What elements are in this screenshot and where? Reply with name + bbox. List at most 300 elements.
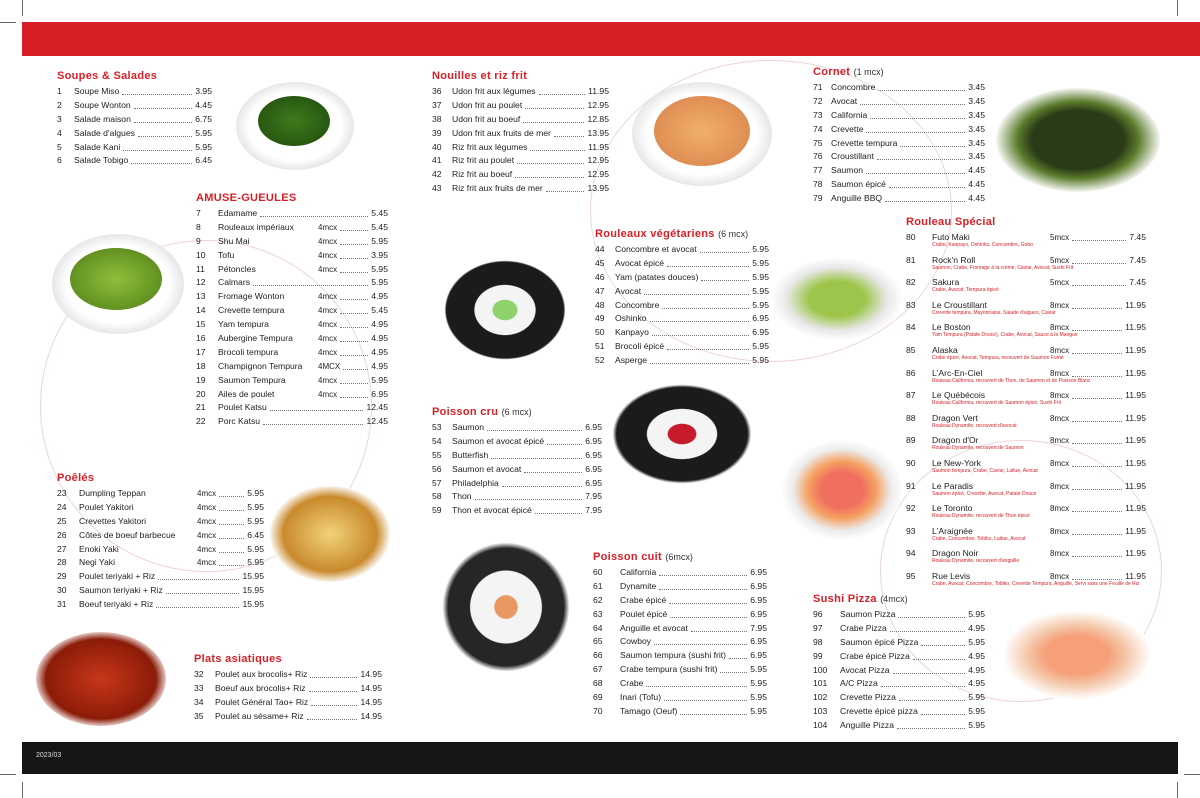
section-soupes-salades xyxy=(57,70,212,168)
item-name: Rouleaux impériaux xyxy=(218,221,294,232)
item-price: 4.95 xyxy=(371,291,388,302)
leader-dots xyxy=(219,510,244,511)
menu-item xyxy=(813,150,985,164)
leader-dots xyxy=(664,700,747,701)
section-rouleaux-vegetariens xyxy=(595,228,769,368)
item-name: Brocoli tempura xyxy=(218,346,279,357)
item-number: 63 xyxy=(593,608,603,619)
section-poeles xyxy=(57,472,264,612)
menu-item xyxy=(196,401,388,415)
item-number: 11 xyxy=(196,263,205,274)
menu-item xyxy=(432,435,602,449)
item-number: 89 xyxy=(906,435,916,446)
leader-dots xyxy=(1072,240,1126,241)
item-description: Rouleau Dynamite, recouvert d'anguille xyxy=(932,558,1020,565)
section-title-text: Soupes & Salades xyxy=(57,70,158,82)
item-number: 88 xyxy=(906,412,916,423)
item-quantity: 4mcx xyxy=(197,516,217,526)
item-number: 75 xyxy=(813,137,823,148)
item-price: 13.95 xyxy=(587,183,609,194)
item-number: 98 xyxy=(813,636,823,647)
item-price: 5.95 xyxy=(968,692,985,703)
menu-item xyxy=(196,304,388,318)
leader-dots xyxy=(524,472,582,473)
item-price: 14.95 xyxy=(360,696,382,707)
item-name: Asperge xyxy=(615,355,648,366)
leader-dots xyxy=(650,363,749,364)
section-title-text: Rouleaux végétariens xyxy=(595,228,715,240)
menu-item xyxy=(906,525,1146,548)
tuna-rolls-photo xyxy=(612,384,752,484)
leader-dots xyxy=(654,644,747,645)
menu-item xyxy=(432,463,602,477)
item-name: Avocat xyxy=(615,285,642,296)
menu-item xyxy=(196,290,388,304)
section-title-portion: (4mcx) xyxy=(880,594,908,604)
item-description: Rouleau California, recouvert de Saumon épicé, Sushi Frit xyxy=(932,400,1061,407)
menu-item xyxy=(432,477,602,491)
item-number: 94 xyxy=(906,548,916,559)
leader-dots xyxy=(491,458,582,459)
menu-item xyxy=(57,154,212,168)
section-title xyxy=(595,228,769,240)
item-number: 74 xyxy=(813,123,823,134)
item-quantity: 5mcx xyxy=(1050,233,1070,242)
item-name: Riz frit aux légumes xyxy=(452,141,528,152)
item-number: 50 xyxy=(595,327,605,338)
section-plats-asiatiques xyxy=(194,653,382,724)
item-price: 12.45 xyxy=(366,402,388,413)
item-price: 11.95 xyxy=(1125,322,1146,333)
item-quantity: 4mcx xyxy=(318,250,338,260)
item-name: Tofu xyxy=(218,249,235,260)
item-price: 5.45 xyxy=(371,221,388,232)
menu-item xyxy=(432,490,602,504)
item-price: 4.95 xyxy=(371,360,388,371)
item-number: 5 xyxy=(57,141,62,152)
section-title-text: Plats asiatiques xyxy=(194,653,282,665)
section-title-text: Poisson cru xyxy=(432,406,499,418)
menu-item xyxy=(813,622,985,636)
item-name: Porc Katsu xyxy=(218,416,261,427)
menu-item xyxy=(595,340,769,354)
menu-item xyxy=(813,705,985,719)
item-name: Crevette tempura xyxy=(831,137,898,148)
item-number: 86 xyxy=(906,367,916,378)
item-name: Avocat épicé xyxy=(615,257,665,268)
item-price: 5.95 xyxy=(752,299,769,310)
menu-item xyxy=(906,231,1146,254)
item-price: 6.45 xyxy=(195,155,212,166)
item-number: 56 xyxy=(432,463,442,474)
leader-dots xyxy=(515,177,584,178)
menu-item xyxy=(593,677,767,691)
item-number: 67 xyxy=(593,664,603,675)
leader-dots xyxy=(131,163,192,164)
item-price: 5.45 xyxy=(371,305,388,316)
menu-item xyxy=(432,504,602,518)
item-name: Alaska xyxy=(932,344,958,355)
item-number: 66 xyxy=(593,650,603,661)
leader-dots xyxy=(253,285,368,286)
item-number: 32 xyxy=(194,669,204,679)
item-price: 15.95 xyxy=(242,599,264,610)
item-number: 10 xyxy=(196,249,206,260)
item-number: 57 xyxy=(432,477,442,488)
leader-dots xyxy=(343,369,368,370)
leader-dots xyxy=(219,524,244,525)
menu-item xyxy=(906,412,1146,435)
menu-item xyxy=(57,556,264,570)
menu-item xyxy=(906,480,1146,503)
item-name: Crabe Pizza xyxy=(840,622,887,633)
menu-item xyxy=(593,566,767,580)
leader-dots xyxy=(701,280,749,281)
leader-dots xyxy=(502,486,582,487)
item-name: Aubergine Tempura xyxy=(218,333,293,344)
item-name: Le Paradis xyxy=(932,480,974,491)
menu-item xyxy=(593,649,767,663)
item-price: 7.45 xyxy=(1129,254,1146,265)
item-price: 3.45 xyxy=(968,95,985,106)
section-title xyxy=(906,216,1146,228)
menu-item xyxy=(813,81,985,95)
item-price: 6.45 xyxy=(247,529,264,540)
item-name: Le New-York xyxy=(932,457,981,468)
item-price: 5.95 xyxy=(752,244,769,254)
leader-dots xyxy=(475,499,582,500)
item-name: Le Croustillant xyxy=(932,299,987,310)
leader-dots xyxy=(138,136,192,137)
item-price: 7.45 xyxy=(1129,232,1146,242)
item-price: 13.95 xyxy=(587,127,609,138)
item-price: 3.45 xyxy=(968,109,985,120)
item-number: 102 xyxy=(813,692,828,703)
menu-item xyxy=(196,263,388,277)
item-number: 7 xyxy=(196,208,201,218)
menu-item xyxy=(906,367,1146,390)
item-number: 28 xyxy=(57,557,67,568)
item-number: 45 xyxy=(595,257,605,268)
fried-noodles-photo xyxy=(632,82,772,186)
item-name: Saumon Pizza xyxy=(840,609,896,619)
section-title-text: Cornet xyxy=(813,66,851,78)
section-cornet xyxy=(813,66,985,206)
menu-item xyxy=(194,682,382,696)
item-quantity: 4mcx xyxy=(197,502,217,512)
menu-item xyxy=(432,85,609,99)
item-price: 11.95 xyxy=(1125,503,1146,514)
leader-dots xyxy=(539,94,585,95)
section-title xyxy=(57,472,264,484)
menu-item xyxy=(595,299,769,313)
item-number: 73 xyxy=(813,109,823,120)
item-price: 6.95 xyxy=(585,449,602,460)
item-quantity: 4mcx xyxy=(318,222,338,232)
item-name: Saumon tempura (sushi frit) xyxy=(620,650,727,661)
item-number: 42 xyxy=(432,169,442,180)
item-name: Concombre et avocat xyxy=(615,244,697,254)
california-rolls-photo xyxy=(440,540,572,674)
leader-dots xyxy=(885,201,965,202)
item-number: 25 xyxy=(57,515,67,526)
tempura-photo xyxy=(270,486,390,582)
item-description: Crabe, Avocat, Concombre, Tobiko, Crevette Tempura, Anguille, Servi sans une Feuille de Riz xyxy=(932,580,1140,587)
menu-item xyxy=(906,299,1146,322)
item-price: 5.95 xyxy=(750,705,767,716)
item-quantity: 8mcx xyxy=(1050,481,1070,491)
leader-dots xyxy=(1072,534,1122,535)
item-quantity: 4mcx xyxy=(318,389,338,399)
leader-dots xyxy=(644,294,749,295)
menu-item xyxy=(57,598,264,612)
menu-item xyxy=(906,434,1146,457)
leader-dots xyxy=(860,104,965,105)
item-description: Crabe épicé, Avocat, Tempura, recouvert de Saumon Fumé xyxy=(932,354,1064,361)
item-price: 11.95 xyxy=(588,86,609,96)
leader-dots xyxy=(219,538,244,539)
menu-item xyxy=(57,127,212,141)
leader-dots xyxy=(1072,353,1122,354)
item-number: 61 xyxy=(593,580,603,591)
leader-dots xyxy=(219,552,244,553)
leader-dots xyxy=(309,691,357,692)
item-price: 5.95 xyxy=(371,277,388,288)
leader-dots xyxy=(340,341,368,342)
item-name: Dragon Noir xyxy=(932,548,979,559)
leader-dots xyxy=(729,658,747,659)
item-number: 87 xyxy=(906,390,916,401)
item-name: Avocat Pizza xyxy=(840,664,890,675)
item-price: 5.95 xyxy=(968,720,985,731)
leader-dots xyxy=(340,230,368,231)
menu-item xyxy=(813,164,985,178)
item-number: 39 xyxy=(432,127,442,138)
menu-item xyxy=(57,570,264,584)
leader-dots xyxy=(270,410,363,411)
section-title xyxy=(194,653,382,665)
item-name: Crabe tempura (sushi frit) xyxy=(620,664,718,675)
item-number: 80 xyxy=(906,232,916,242)
menu-item xyxy=(432,141,609,155)
item-name: L'Araignée xyxy=(932,525,973,536)
seaweed-salad-photo xyxy=(236,82,354,170)
item-price: 3.45 xyxy=(968,151,985,162)
item-quantity: 5mcx xyxy=(1050,255,1070,265)
top-red-banner xyxy=(22,22,1200,56)
item-price: 5.95 xyxy=(752,285,769,296)
item-price: 7.95 xyxy=(750,622,767,633)
item-name: Anguille et avocat xyxy=(620,622,688,633)
item-price: 11.95 xyxy=(1125,299,1146,310)
item-price: 7.95 xyxy=(585,491,602,502)
section-title-text: AMUSE-GUEULES xyxy=(196,192,297,204)
item-quantity: 4mcx xyxy=(318,306,338,316)
item-number: 38 xyxy=(432,113,442,124)
leader-dots xyxy=(219,565,244,566)
item-number: 27 xyxy=(57,543,67,554)
item-name: Le Toronto xyxy=(932,503,973,514)
menu-item xyxy=(593,663,767,677)
item-number: 44 xyxy=(595,244,605,254)
hand-rolls-photo xyxy=(996,88,1160,192)
footer-bar xyxy=(22,742,1178,774)
item-name: Poulet teriyaki + Riz xyxy=(79,571,156,582)
item-price: 5.95 xyxy=(247,543,264,554)
leader-dots xyxy=(670,617,747,618)
leader-dots xyxy=(1072,489,1122,490)
menu-item xyxy=(196,207,388,221)
item-price: 3.95 xyxy=(371,249,388,260)
menu-item xyxy=(595,354,769,368)
item-price: 14.95 xyxy=(360,669,382,679)
item-quantity: 8mcx xyxy=(1050,368,1070,378)
menu-item xyxy=(57,515,264,529)
item-name: Dumpling Teppan xyxy=(79,488,146,498)
item-quantity: 4MCX xyxy=(318,361,341,371)
menu-item xyxy=(432,168,609,182)
leader-dots xyxy=(1072,421,1122,422)
leader-dots xyxy=(691,631,747,632)
item-price: 5.95 xyxy=(371,374,388,385)
item-name: Crevettes Yakitori xyxy=(79,515,147,526)
item-number: 40 xyxy=(432,141,442,152)
item-description: Yam Tempura (Patate Douce), Crabe, Avocat, Sauce à la Mangue xyxy=(932,332,1078,339)
leader-dots xyxy=(311,705,357,706)
menu-item xyxy=(813,95,985,109)
leader-dots xyxy=(525,108,584,109)
item-number: 26 xyxy=(57,529,67,540)
menu-item xyxy=(593,691,767,705)
leader-dots xyxy=(1072,443,1122,444)
item-quantity: 4mcx xyxy=(197,544,217,554)
item-price: 6.95 xyxy=(585,463,602,474)
section-rouleau-special xyxy=(906,216,1146,593)
leader-dots xyxy=(487,430,582,431)
item-name: Concombre xyxy=(615,299,660,310)
item-price: 3.45 xyxy=(968,82,985,92)
leader-dots xyxy=(1072,556,1122,557)
item-name: Udon frit au poulet xyxy=(452,99,523,110)
leader-dots xyxy=(650,321,749,322)
item-number: 18 xyxy=(196,360,206,371)
leader-dots xyxy=(1072,263,1126,264)
item-name: Philadelphia xyxy=(452,477,499,488)
section-poisson-cuit xyxy=(593,551,767,719)
leader-dots xyxy=(890,631,965,632)
item-price: 5.95 xyxy=(750,692,767,703)
item-price: 3.45 xyxy=(968,137,985,148)
item-price: 4.95 xyxy=(371,346,388,357)
item-number: 58 xyxy=(432,491,442,502)
leader-dots xyxy=(523,122,584,123)
menu-item xyxy=(813,677,985,691)
item-name: Butterfish xyxy=(452,449,489,460)
item-price: 4.45 xyxy=(195,99,212,110)
menu-item xyxy=(196,360,388,374)
item-quantity: 8mcx xyxy=(1050,413,1070,423)
item-price: 5.95 xyxy=(750,664,767,675)
section-title xyxy=(813,66,985,78)
menu-item xyxy=(906,570,1146,593)
item-price: 5.95 xyxy=(247,557,264,568)
item-price: 11.95 xyxy=(1125,525,1146,536)
item-name: California xyxy=(831,109,868,120)
item-number: 53 xyxy=(432,422,442,432)
leader-dots xyxy=(1072,466,1122,467)
item-name: Salade d'algues xyxy=(74,127,135,138)
leader-dots xyxy=(156,607,239,608)
menu-item xyxy=(196,415,388,429)
special-rolls-photo xyxy=(782,440,902,540)
item-price: 6.95 xyxy=(585,477,602,488)
item-description: Rouleau Dynamite, recouvert d'avocat xyxy=(932,422,1017,429)
item-price: 4.95 xyxy=(371,319,388,330)
item-number: 23 xyxy=(57,488,67,498)
item-name: Crabe épicé xyxy=(620,594,667,605)
item-price: 5.95 xyxy=(752,355,769,366)
item-number: 14 xyxy=(196,305,206,316)
leader-dots xyxy=(669,603,747,604)
menu-item xyxy=(194,668,382,682)
crop-mark xyxy=(1177,0,1178,16)
menu-item xyxy=(595,243,769,257)
item-name: Saumon et avocat épicé xyxy=(452,435,545,446)
item-number: 77 xyxy=(813,165,823,176)
menu-item xyxy=(595,285,769,299)
item-name: Negi Yaki xyxy=(79,557,115,568)
leader-dots xyxy=(866,173,965,174)
item-name: Boeuf teriyaki + Riz xyxy=(79,599,154,610)
item-price: 5.95 xyxy=(752,341,769,352)
menu-item xyxy=(432,421,602,435)
leader-dots xyxy=(340,258,368,259)
item-price: 6.95 xyxy=(750,567,767,577)
leader-dots xyxy=(546,191,584,192)
item-number: 21 xyxy=(196,402,206,413)
item-quantity: 4mcx xyxy=(197,489,217,498)
item-name: Saumon xyxy=(831,165,864,176)
item-number: 1 xyxy=(57,86,62,96)
item-name: Champignon Tempura xyxy=(218,360,303,371)
crop-mark xyxy=(22,0,23,16)
leader-dots xyxy=(134,122,192,123)
leader-dots xyxy=(166,593,239,594)
sushi-pizza-photo xyxy=(1002,610,1152,700)
item-name: Soupe Miso xyxy=(74,86,120,96)
item-name: Enoki Yaki xyxy=(79,543,119,554)
leader-dots xyxy=(340,313,368,314)
item-price: 5.95 xyxy=(371,235,388,246)
leader-dots xyxy=(517,163,584,164)
item-name: Saumon xyxy=(452,422,485,432)
menu-item xyxy=(57,584,264,598)
leader-dots xyxy=(307,719,357,720)
item-number: 36 xyxy=(432,86,442,96)
leader-dots xyxy=(122,94,192,95)
item-price: 14.95 xyxy=(360,710,382,721)
leader-dots xyxy=(340,327,368,328)
item-name: Udon frit au boeuf xyxy=(452,113,521,124)
leader-dots xyxy=(535,513,582,514)
leader-dots xyxy=(554,136,584,137)
item-number: 9 xyxy=(196,235,201,246)
menu-item xyxy=(813,192,985,206)
section-title-text: Poêlés xyxy=(57,472,95,484)
menu-item xyxy=(432,449,602,463)
item-price: 11.95 xyxy=(1125,570,1146,581)
section-title xyxy=(432,70,609,82)
